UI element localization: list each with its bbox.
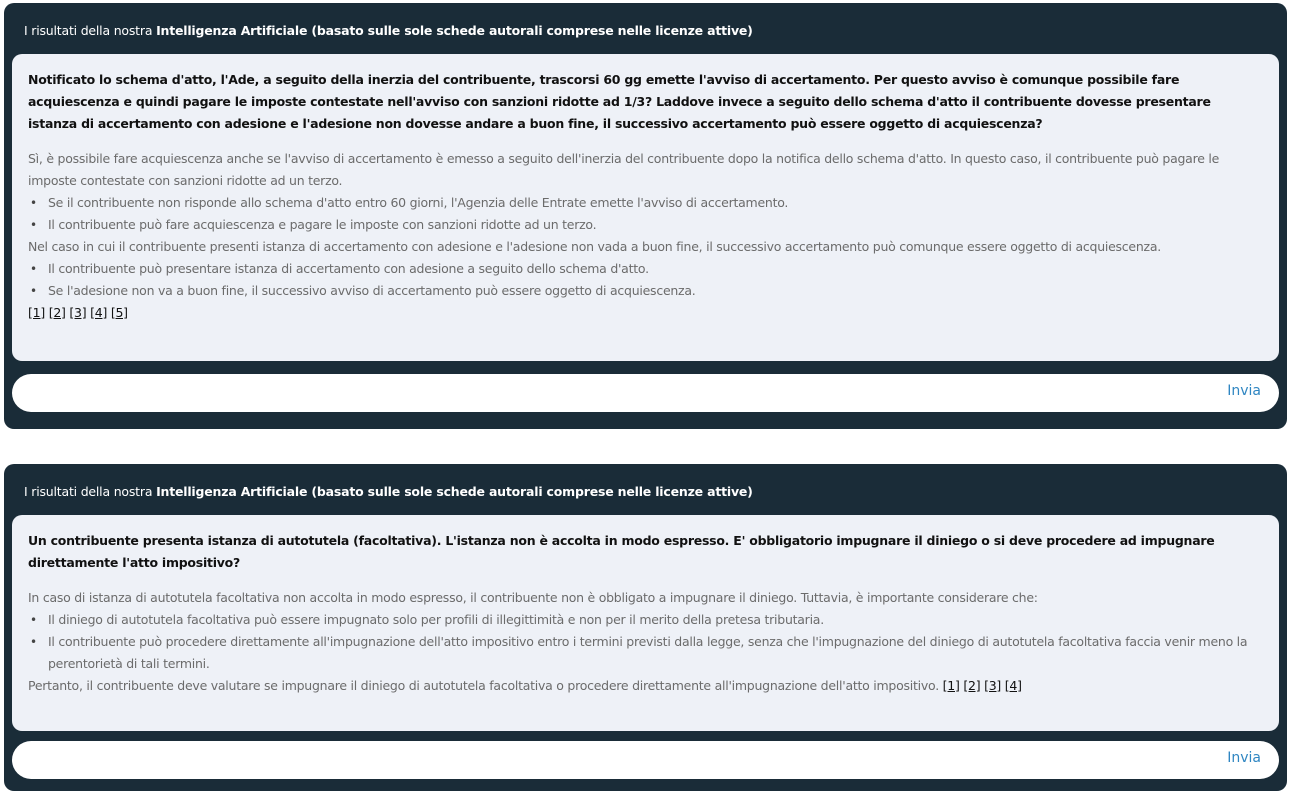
chat-input[interactable]	[30, 380, 1214, 408]
ai-results-panel	[4, 464, 1287, 791]
bullet-icon: •	[30, 284, 37, 298]
list-item-text: Se il contribuente non risponde allo schema d'atto entro 60 giorni, l'Agenzia delle Entrate emette l'avviso di accertamento.	[48, 195, 789, 210]
list-item-text: Il diniego di autotutela facoltativa può essere impugnato solo per profili di illegittimità e non per il merito della pretesa tributaria.	[48, 612, 824, 627]
bullet-icon: •	[30, 635, 37, 649]
citation-link-4[interactable]: [4]	[90, 305, 108, 320]
panel-header	[24, 483, 753, 501]
list-item	[28, 609, 1263, 631]
answer-list	[28, 609, 1263, 675]
answer-paragraph	[28, 675, 1263, 697]
answer-text	[28, 587, 1263, 697]
list-item-text: Il contribuente può presentare istanza di accertamento con adesione a seguito dello schema d'atto.	[48, 261, 649, 276]
citation-link-1[interactable]: [1]	[942, 678, 960, 693]
question-text: Notificato lo schema d'atto, l'Ade, a seguito della inerzia del contribuente, trascorsi 60 gg emette l'avviso di accertamento. Per questo avviso è comunque possibile fare acquiescenza e quindi pagare le imposte contestate nell'avviso con sanzioni ridotte ad 1/3? Laddove invece a seguito dello schema d'atto il contribuente dovesse presentare istanza di accertamento con adesione e l'adesione non dovesse andare a buon fine, il successivo accertamento può essere oggetto di acquiescenza?	[28, 72, 1211, 131]
bullet-icon: •	[30, 196, 37, 210]
list-item-text: Il contribuente può fare acquiescenza e pagare le imposte con sanzioni ridotte ad un terzo.	[48, 217, 597, 232]
citation-link-3[interactable]: [3]	[69, 305, 87, 320]
send-button[interactable]: Invia	[1227, 383, 1261, 399]
answer-paragraph: Sì, è possibile fare acquiescenza anche se l'avviso di accertamento è emesso a seguito dell'inerzia del contribuente dopo la notifica dello schema d'atto. In questo caso, il contribuente può pagare le imposte contestate con sanzioni ridotte ad un terzo.	[28, 151, 1220, 188]
bullet-icon: •	[30, 218, 37, 232]
answer-list	[28, 192, 1263, 236]
answer-list	[28, 258, 1263, 302]
chat-input-bar	[12, 741, 1279, 779]
list-item-text: Il contribuente può procedere direttamente all'impugnazione dell'atto impositivo entro i termini previsti dalla legge, senza che l'impugnazione del diniego di autotutela facoltativa faccia venir meno la perentorietà di tali termini.	[48, 634, 1248, 671]
citation-link-2[interactable]: [2]	[963, 678, 981, 693]
citation-link-3[interactable]: [3]	[984, 678, 1002, 693]
panel-header-strong: Intelligenza Artificiale (basato sulle sole schede autorali comprese nelle licenze attive)	[156, 23, 753, 38]
answer-card	[12, 54, 1279, 361]
list-item	[28, 214, 1263, 236]
bullet-icon: •	[30, 613, 37, 627]
answer-text	[28, 148, 1263, 324]
list-item	[28, 258, 1263, 280]
answer-card	[12, 515, 1279, 731]
chat-input-bar	[12, 374, 1279, 412]
panel-header-prefix: I risultati della nostra	[24, 23, 157, 38]
list-item	[28, 280, 1263, 302]
citations	[28, 302, 1263, 324]
answer-paragraph: In caso di istanza di autotutela facoltativa non accolta in modo espresso, il contribuente non è obbligato a impugnare il diniego. Tuttavia, è importante considerare che:	[28, 590, 1038, 605]
chat-input[interactable]	[30, 747, 1214, 775]
ai-results-panel	[4, 3, 1287, 429]
answer-paragraph: Nel caso in cui il contribuente presenti istanza di accertamento con adesione e l'adesione non vada a buon fine, il successivo accertamento può comunque essere oggetto di acquiescenza.	[28, 239, 1161, 254]
question-text: Un contribuente presenta istanza di autotutela (facoltativa). L'istanza non è accolta in modo espresso. E' obbligatorio impugnare il diniego o si deve procedere ad impugnare direttamente l'atto impositivo?	[28, 533, 1215, 570]
panel-header-strong: Intelligenza Artificiale (basato sulle sole schede autorali comprese nelle licenze attive)	[156, 484, 753, 499]
send-button[interactable]: Invia	[1227, 750, 1261, 766]
citation-link-2[interactable]: [2]	[48, 305, 66, 320]
panel-header-prefix: I risultati della nostra	[24, 484, 157, 499]
citation-link-4[interactable]: [4]	[1004, 678, 1022, 693]
citation-link-5[interactable]: [5]	[110, 305, 128, 320]
panel-header	[24, 22, 753, 40]
citation-link-1[interactable]: [1]	[28, 305, 45, 320]
list-item	[28, 192, 1263, 214]
bullet-icon: •	[30, 262, 37, 276]
list-item	[28, 631, 1263, 675]
answer-paragraph-text: Pertanto, il contribuente deve valutare se impugnare il diniego di autotutela facoltativa o procedere direttamente all'impugnazione dell'atto impositivo.	[28, 678, 939, 693]
list-item-text: Se l'adesione non va a buon fine, il successivo avviso di accertamento può essere oggetto di acquiescenza.	[48, 283, 696, 298]
